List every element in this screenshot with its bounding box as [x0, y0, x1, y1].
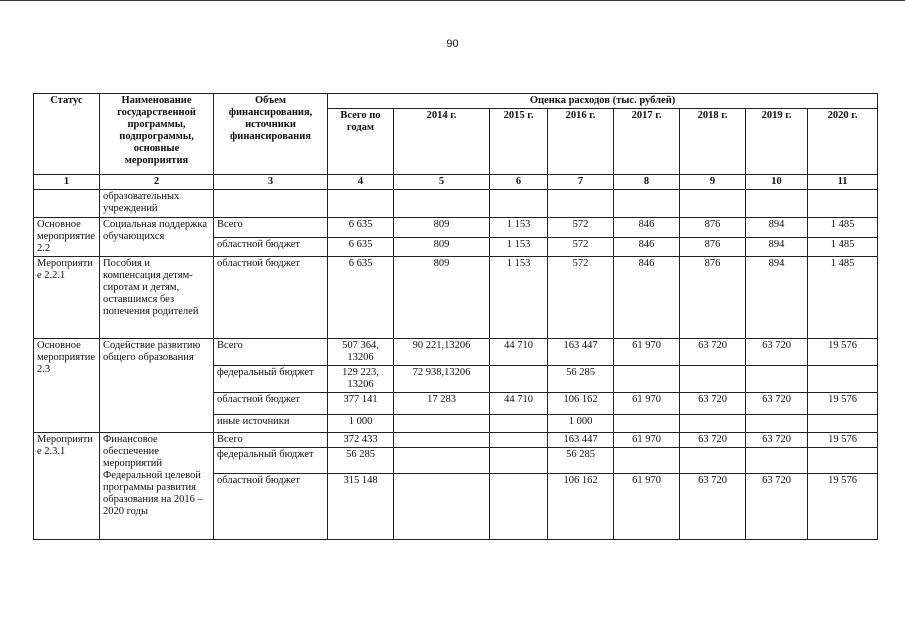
cell-year-value: 163 447 [548, 433, 614, 448]
budget-table [33, 93, 878, 540]
table-header [34, 94, 878, 190]
cell-year-value [490, 366, 548, 393]
header-year: 2014 г. [394, 109, 490, 175]
column-number: 9 [680, 175, 746, 190]
table-row [34, 433, 878, 448]
cell-year-value [746, 366, 808, 393]
table-row [34, 339, 878, 366]
cell-total: 129 223, 13206 [328, 366, 394, 393]
cell-source: Всего [214, 339, 328, 366]
cell-name: образовательных учреждений [100, 190, 214, 218]
cell-year-value: 894 [746, 218, 808, 238]
cell-year-value [680, 415, 746, 433]
page-number: 90 [446, 38, 459, 50]
table-row [34, 257, 878, 339]
cell-year-value [490, 415, 548, 433]
cell-year-value: 61 970 [614, 474, 680, 540]
cell-year-value: 19 576 [808, 393, 878, 415]
cell-year-value [394, 433, 490, 448]
column-number: 6 [490, 175, 548, 190]
cell-year-value: 44 710 [490, 393, 548, 415]
cell-source: Всего [214, 218, 328, 238]
cell-status [34, 190, 100, 218]
cell-year-value [548, 190, 614, 218]
cell-year-value: 63 720 [680, 433, 746, 448]
cell-year-value: 63 720 [746, 474, 808, 540]
cell-year-value: 1 000 [548, 415, 614, 433]
cell-year-value [394, 474, 490, 540]
cell-total: 377 141 [328, 393, 394, 415]
cell-year-value: 876 [680, 237, 746, 257]
cell-status: Мероприятие 2.3.1 [34, 433, 100, 540]
cell-year-value: 44 710 [490, 339, 548, 366]
cell-year-value [680, 190, 746, 218]
cell-name: Содействие развитию общего образования [100, 339, 214, 433]
cell-year-value [394, 190, 490, 218]
cell-year-value: 90 221,13206 [394, 339, 490, 366]
cell-total [328, 190, 394, 218]
column-number: 1 [34, 175, 100, 190]
header-year: 2017 г. [614, 109, 680, 175]
header-year: 2016 г. [548, 109, 614, 175]
cell-status: Мероприятие 2.2.1 [34, 257, 100, 339]
cell-year-value: 846 [614, 218, 680, 238]
cell-source: областной бюджет [214, 257, 328, 339]
cell-year-value [808, 415, 878, 433]
cell-year-value: 63 720 [746, 393, 808, 415]
cell-source: иные источники [214, 415, 328, 433]
table-body [34, 190, 878, 540]
cell-year-value: 163 447 [548, 339, 614, 366]
cell-total: 315 148 [328, 474, 394, 540]
cell-year-value: 56 285 [548, 448, 614, 474]
cell-year-value [394, 415, 490, 433]
cell-year-value [490, 190, 548, 218]
cell-name: Социальная поддержка обучающихся [100, 218, 214, 257]
cell-year-value: 894 [746, 237, 808, 257]
cell-total: 372 433 [328, 433, 394, 448]
cell-year-value: 1 485 [808, 218, 878, 238]
cell-year-value [746, 190, 808, 218]
cell-source: областной бюджет [214, 393, 328, 415]
cell-year-value [680, 448, 746, 474]
cell-year-value: 19 576 [808, 474, 878, 540]
column-number: 10 [746, 175, 808, 190]
header-name: Наименование государственной программы, подпрограммы, основные мероприятия [100, 94, 214, 175]
cell-year-value: 876 [680, 218, 746, 238]
column-number: 8 [614, 175, 680, 190]
cell-source: федеральный бюджет [214, 366, 328, 393]
cell-year-value [614, 448, 680, 474]
cell-year-value [680, 366, 746, 393]
cell-year-value: 1 153 [490, 257, 548, 339]
column-number: 5 [394, 175, 490, 190]
cell-year-value: 61 970 [614, 393, 680, 415]
cell-year-value: 894 [746, 257, 808, 339]
column-number: 4 [328, 175, 394, 190]
cell-year-value [746, 448, 808, 474]
cell-year-value [808, 448, 878, 474]
scan-top-border [0, 0, 905, 1]
header-year: 2018 г. [680, 109, 746, 175]
cell-year-value: 1 485 [808, 257, 878, 339]
cell-year-value: 61 970 [614, 339, 680, 366]
cell-year-value [746, 415, 808, 433]
cell-year-value [490, 474, 548, 540]
header-year: 2015 г. [490, 109, 548, 175]
header-year: 2020 г. [808, 109, 878, 175]
cell-year-value: 19 576 [808, 339, 878, 366]
cell-year-value [394, 448, 490, 474]
column-number: 11 [808, 175, 878, 190]
cell-total: 6 635 [328, 218, 394, 238]
cell-year-value [490, 433, 548, 448]
cell-source: областной бюджет [214, 474, 328, 540]
cell-source [214, 190, 328, 218]
cell-year-value: 72 938,13206 [394, 366, 490, 393]
cell-year-value: 17 283 [394, 393, 490, 415]
cell-year-value: 572 [548, 237, 614, 257]
cell-total: 507 364, 13206 [328, 339, 394, 366]
column-number: 2 [100, 175, 214, 190]
column-number-row [34, 175, 878, 190]
cell-status: Основное мероприятие 2.2 [34, 218, 100, 257]
column-number: 3 [214, 175, 328, 190]
cell-year-value: 63 720 [746, 339, 808, 366]
cell-year-value: 19 576 [808, 433, 878, 448]
cell-total: 6 635 [328, 257, 394, 339]
cell-total: 1 000 [328, 415, 394, 433]
cell-year-value: 63 720 [746, 433, 808, 448]
cell-year-value: 63 720 [680, 474, 746, 540]
cell-year-value: 56 285 [548, 366, 614, 393]
column-number: 7 [548, 175, 614, 190]
cell-year-value: 1 153 [490, 218, 548, 238]
cell-year-value: 846 [614, 237, 680, 257]
cell-year-value: 63 720 [680, 339, 746, 366]
cell-year-value: 572 [548, 218, 614, 238]
header-year: 2019 г. [746, 109, 808, 175]
cell-year-value [614, 190, 680, 218]
table-row [34, 190, 878, 218]
cell-year-value [490, 448, 548, 474]
cell-year-value: 106 162 [548, 474, 614, 540]
cell-year-value: 809 [394, 257, 490, 339]
cell-year-value: 876 [680, 257, 746, 339]
cell-total: 56 285 [328, 448, 394, 474]
cell-name: Финансовое обеспечение мероприятий Федеральной целевой программы развития образования на 2016 – 2020 годы [100, 433, 214, 540]
cell-total: 6 635 [328, 237, 394, 257]
cell-year-value: 846 [614, 257, 680, 339]
cell-year-value: 1 485 [808, 237, 878, 257]
cell-year-value: 572 [548, 257, 614, 339]
cell-year-value [808, 190, 878, 218]
table-row [34, 218, 878, 238]
cell-year-value [808, 366, 878, 393]
cell-name: Пособия и компенсация детям-сиротам и детям, оставшимся без попечения родителей [100, 257, 214, 339]
cell-source: федеральный бюджет [214, 448, 328, 474]
header-status: Статус [34, 94, 100, 175]
cell-year-value: 61 970 [614, 433, 680, 448]
cell-year-value: 63 720 [680, 393, 746, 415]
cell-year-value [614, 415, 680, 433]
cell-source: областной бюджет [214, 237, 328, 257]
header-total: Всего по годам [328, 109, 394, 175]
header-volume: Объем финансирования, источники финансирования [214, 94, 328, 175]
cell-year-value: 809 [394, 218, 490, 238]
cell-status: Основное мероприятие 2.3 [34, 339, 100, 433]
header-estimate: Оценка расходов (тыс. рублей) [328, 94, 878, 109]
cell-year-value: 809 [394, 237, 490, 257]
cell-year-value [614, 366, 680, 393]
cell-source: Всего [214, 433, 328, 448]
cell-year-value: 106 162 [548, 393, 614, 415]
cell-year-value: 1 153 [490, 237, 548, 257]
